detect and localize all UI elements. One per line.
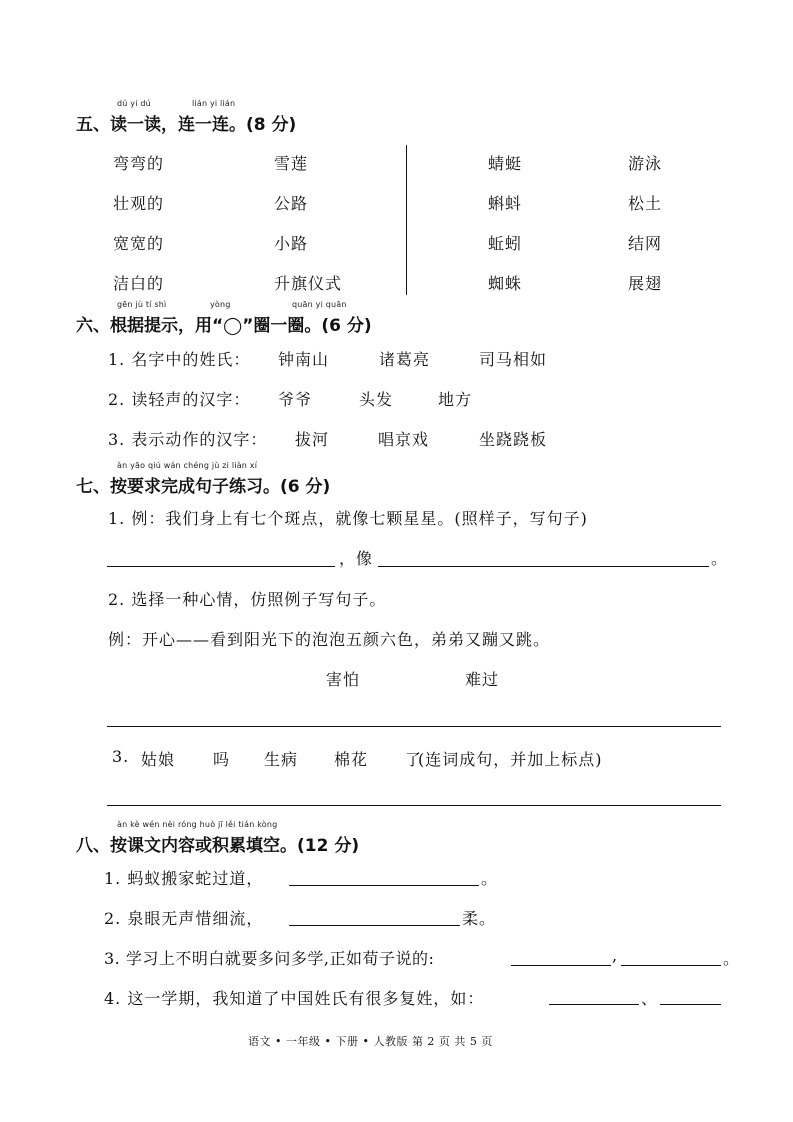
s5-right-a-3: 蚯蚓 bbox=[488, 234, 523, 253]
pinyin-s6-1: gēn jù tí shì bbox=[117, 300, 167, 309]
s7-q3-word-4: 棉花 bbox=[334, 750, 369, 769]
s7-q3-answer-line[interactable] bbox=[107, 805, 721, 806]
s8-q4-blank-1[interactable] bbox=[549, 1004, 639, 1005]
s7-q3-word-3: 生病 bbox=[264, 750, 299, 769]
page-footer: 语文 • 一年级 • 下册 • 人教版 第 2 页 共 5 页 bbox=[248, 1035, 493, 1048]
s7-q1: 1. 例：我们身上有七个斑点，就像七颗星星。(照样子，写句子) bbox=[108, 509, 588, 528]
s5-right-a-1: 蜻蜓 bbox=[488, 154, 523, 173]
s5-left-a-3: 宽宽的 bbox=[113, 234, 165, 253]
pinyin-s7: àn yāo qiú wán chéng jù zi liàn xí bbox=[117, 461, 258, 470]
s8-q4: 4. 这一学期，我知道了中国姓氏有很多复姓，如： bbox=[104, 989, 485, 1008]
s7-mood-2: 难过 bbox=[465, 670, 500, 689]
pinyin-s5-2: lián yi lián bbox=[192, 99, 236, 108]
s7-q1-end: 。 bbox=[711, 549, 729, 568]
pinyin-s8: àn kè wén nèi róng huò jī lěi tián kòng bbox=[117, 820, 278, 829]
s7-q1-mid: ，像 bbox=[339, 549, 374, 568]
section-6-title: 六、根据提示，用“◯”圈一圈。(6 分) bbox=[76, 316, 372, 336]
s5-left-a-4: 洁白的 bbox=[113, 274, 165, 293]
s5-left-b-1: 雪莲 bbox=[274, 154, 309, 173]
s6-q3-word-1: 拔河 bbox=[295, 430, 330, 449]
section-5-title: 五、读一读，连一连。(8 分) bbox=[76, 115, 297, 135]
s6-q3-word-3: 坐跷跷板 bbox=[479, 430, 548, 449]
s6-q1-prompt: 1. 名字中的姓氏： bbox=[108, 350, 251, 369]
s5-right-b-3: 结网 bbox=[628, 234, 663, 253]
s8-q1-end: 。 bbox=[481, 869, 499, 888]
section-7-title: 七、按要求完成句子练习。(6 分) bbox=[76, 477, 331, 497]
s8-q2-blank[interactable] bbox=[289, 925, 460, 926]
s8-q3-blank-1[interactable] bbox=[511, 965, 611, 966]
s5-left-b-2: 公路 bbox=[274, 194, 309, 213]
s5-left-b-4: 升旗仪式 bbox=[274, 274, 343, 293]
s5-left-a-1: 弯弯的 bbox=[113, 154, 165, 173]
s7-mood-1: 害怕 bbox=[326, 670, 361, 689]
s7-q2-answer-line[interactable] bbox=[107, 726, 721, 727]
s7-q3-word-2: 吗 bbox=[213, 750, 231, 769]
s6-q3-word-2: 唱京戏 bbox=[378, 430, 430, 449]
s8-q3-mid: , bbox=[612, 946, 619, 965]
s5-left-b-3: 小路 bbox=[274, 234, 309, 253]
s5-divider bbox=[406, 145, 407, 295]
s6-q1-word-2: 诸葛亮 bbox=[379, 350, 431, 369]
s8-q4-blank-2[interactable] bbox=[660, 1004, 721, 1005]
s7-q3-note: (连词成句，并加上标点) bbox=[418, 750, 603, 769]
s5-right-a-4: 蜘蛛 bbox=[488, 274, 523, 293]
s7-q3-word-5: 了 bbox=[405, 750, 423, 769]
s8-q3-blank-2[interactable] bbox=[621, 965, 721, 966]
s6-q1-word-1: 钟南山 bbox=[278, 350, 330, 369]
s5-right-b-1: 游泳 bbox=[628, 154, 663, 173]
pinyin-s6-2: yòng bbox=[210, 300, 231, 309]
s5-right-b-4: 展翅 bbox=[628, 274, 663, 293]
s6-q2-word-3: 地方 bbox=[438, 390, 473, 409]
s8-q4-mid: 、 bbox=[641, 989, 659, 1008]
s8-q2: 2. 泉眼无声惜细流， bbox=[104, 909, 264, 928]
section-8-title: 八、按课文内容或积累填空。(12 分) bbox=[76, 836, 360, 856]
s5-right-b-2: 松土 bbox=[628, 194, 663, 213]
pinyin-s5-1: dú yi dú bbox=[117, 99, 151, 108]
s8-q3: 3. 学习上不明白就要多问多学,正如荀子说的: bbox=[104, 949, 435, 968]
s6-q2-prompt: 2. 读轻声的汉字： bbox=[108, 390, 251, 409]
s7-q2: 2. 选择一种心情，仿照例子写句子。 bbox=[108, 590, 387, 609]
s6-q2-word-1: 爷爷 bbox=[278, 390, 313, 409]
s7-q3-word-1: 姑娘 bbox=[141, 750, 176, 769]
pinyin-s6-3: quān yi quān bbox=[292, 300, 347, 309]
s8-q3-end: 。 bbox=[723, 949, 741, 968]
s6-q2-word-2: 头发 bbox=[359, 390, 394, 409]
s7-q1-blank-1[interactable] bbox=[107, 566, 335, 567]
s6-q3-prompt: 3. 表示动作的汉字： bbox=[108, 430, 268, 449]
s8-q1-blank[interactable] bbox=[289, 885, 479, 886]
s6-q1-word-3: 司马相如 bbox=[479, 350, 548, 369]
s7-q1-blank-2[interactable] bbox=[378, 566, 709, 567]
s7-q3-num: 3. bbox=[112, 747, 130, 766]
s7-example: 例：开心——看到阳光下的泡泡五颜六色，弟弟又蹦又跳。 bbox=[108, 630, 551, 649]
s8-q1: 1. 蚂蚁搬家蛇过道， bbox=[104, 869, 264, 888]
s5-left-a-2: 壮观的 bbox=[113, 194, 165, 213]
s8-q2-end: 柔。 bbox=[462, 909, 497, 928]
s5-right-a-2: 蝌蚪 bbox=[488, 194, 523, 213]
